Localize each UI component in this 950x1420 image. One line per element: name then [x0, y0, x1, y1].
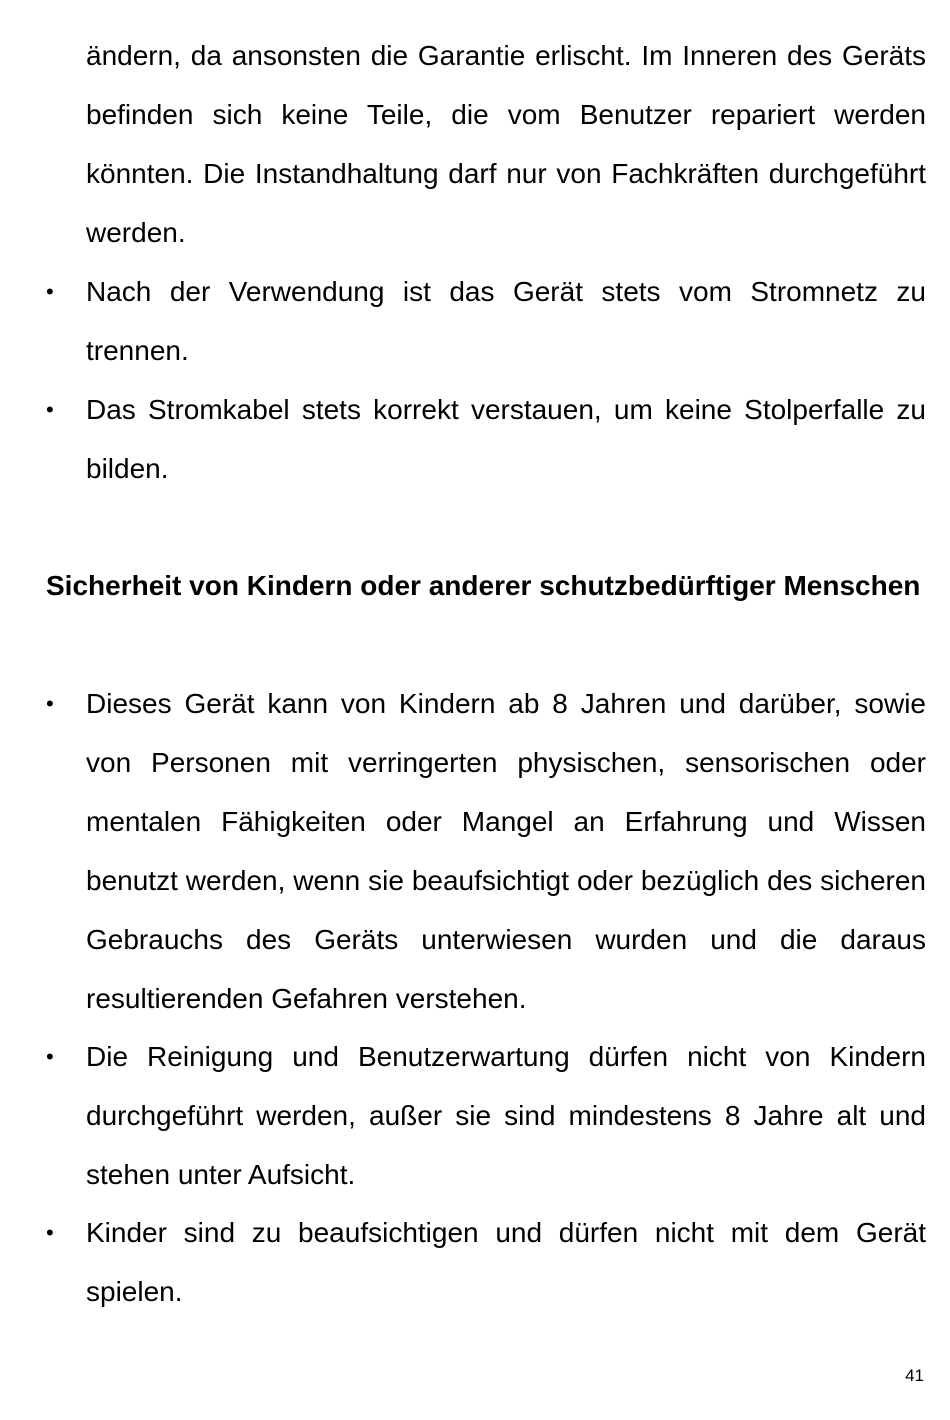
list-item [46, 380, 926, 498]
list-item-text: Kinder sind zu beaufsichtigen und dürfen nicht mit dem Gerät spielen. [86, 1217, 926, 1307]
list-item [46, 674, 926, 1028]
bullet-icon: • [46, 397, 54, 422]
list-item-text: Das Stromkabel stets korrekt verstauen, um keine Stolperfalle zu bilden. [86, 394, 926, 484]
continuation-paragraph: ändern, da ansonsten die Garantie erlischt. Im Inneren des Geräts befinden sich keine Teile, die vom Benutzer repariert werden könnten. Die Instandhaltung darf nur von Fachkräften durchgeführt werden. [86, 40, 926, 248]
section-heading: Sicherheit von Kindern oder anderer schutzbedürftiger Menschen [46, 570, 921, 601]
list-item [46, 1027, 926, 1204]
bullet-icon: • [46, 279, 54, 304]
bullet-icon: • [46, 1044, 54, 1069]
list-item-text: Die Reinigung und Benutzerwartung dürfen nicht von Kindern durchgeführt werden, außer sie sind mindestens 8 Jahre alt und stehen unter Aufsicht. [86, 1041, 926, 1190]
list-item [46, 262, 926, 380]
list-item [46, 1203, 926, 1321]
list-item-text: Nach der Verwendung ist das Gerät stets vom Stromnetz zu trennen. [86, 276, 926, 366]
list-item-text: Dieses Gerät kann von Kindern ab 8 Jahren und darüber, sowie von Personen mit verringerten physischen, sensorischen oder mentalen Fähigkeiten oder Mangel an Erfahrung und Wissen benutzt werden, wenn sie beaufsichtigt oder bezüglich des sicheren Gebrauchs des Geräts unterwiesen wurden und die daraus resultierenden Gefahren verstehen. [86, 688, 926, 1014]
page-number: 41 [905, 1366, 924, 1385]
bullet-icon: • [46, 691, 54, 716]
bullet-icon: • [46, 1220, 54, 1245]
